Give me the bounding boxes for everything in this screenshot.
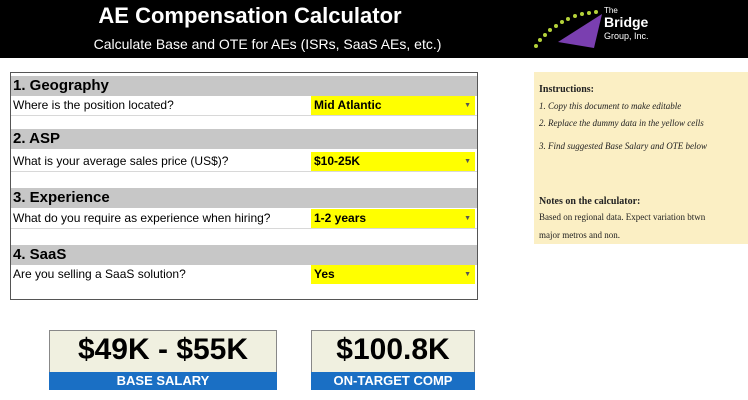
instruction-step-2: 2. Replace the dummy data in the yellow cells — [539, 118, 704, 128]
question-label-geography: Where is the position located? — [13, 98, 174, 112]
base-salary-value: $49K - $55K — [77, 333, 249, 366]
section-heading-asp: 2. ASP — [11, 129, 477, 149]
instruction-step-1: 1. Copy this document to make editable — [539, 101, 682, 111]
saas-value: Yes — [314, 267, 335, 281]
page-title: AE Compensation Calculator — [98, 3, 402, 28]
section-heading-experience: 3. Experience — [11, 188, 477, 208]
question-label-asp: What is your average sales price (US$)? — [13, 154, 229, 168]
notes-text-line-2: major metros and non. — [539, 230, 620, 240]
section-heading-geography: 1. Geography — [11, 76, 477, 96]
experience-value: 1-2 years — [314, 211, 367, 225]
asp-select[interactable] — [311, 152, 475, 171]
question-row-asp — [11, 152, 477, 171]
logo-text-the: The — [604, 6, 618, 15]
notes-title: Notes on the calculator: — [539, 196, 641, 207]
row-divider — [11, 115, 477, 125]
row-divider — [11, 171, 477, 181]
page-subtitle: Calculate Base and OTE for AEs (ISRs, SaaS AEs, etc.) — [93, 36, 442, 52]
question-row-saas — [11, 265, 477, 284]
row-divider — [11, 228, 477, 238]
asp-value: $10-25K — [314, 154, 361, 168]
geography-select[interactable] — [311, 96, 475, 115]
header-bar — [0, 0, 748, 58]
logo-text-group: Group, Inc. — [604, 31, 649, 41]
ote-card — [311, 330, 475, 390]
ote-label: ON-TARGET COMP — [311, 372, 475, 390]
base-salary-card — [49, 330, 277, 390]
geography-value: Mid Atlantic — [314, 98, 382, 112]
chevron-down-icon: ▼ — [464, 271, 471, 278]
question-row-geography — [11, 96, 477, 115]
calculator-panel — [10, 72, 478, 300]
question-row-experience — [11, 209, 477, 228]
instructions-title: Instructions: — [539, 84, 595, 95]
saas-select[interactable] — [311, 265, 475, 284]
question-label-experience: What do you require as experience when hiring? — [13, 211, 271, 225]
ote-value: $100.8K — [336, 333, 450, 366]
instruction-step-3: 3. Find suggested Base Salary and OTE below — [539, 141, 707, 151]
experience-select[interactable] — [311, 209, 475, 228]
chevron-down-icon: ▼ — [464, 158, 471, 165]
chevron-down-icon: ▼ — [464, 215, 471, 222]
logo-text-bridge: Bridge — [604, 14, 649, 30]
notes-text-line-1: Based on regional data. Expect variation btwn — [539, 212, 706, 222]
question-label-saas: Are you selling a SaaS solution? — [13, 267, 186, 281]
instructions-box — [534, 72, 748, 244]
chevron-down-icon: ▼ — [464, 102, 471, 109]
base-salary-label: BASE SALARY — [49, 372, 277, 390]
section-heading-saas: 4. SaaS — [11, 245, 477, 265]
